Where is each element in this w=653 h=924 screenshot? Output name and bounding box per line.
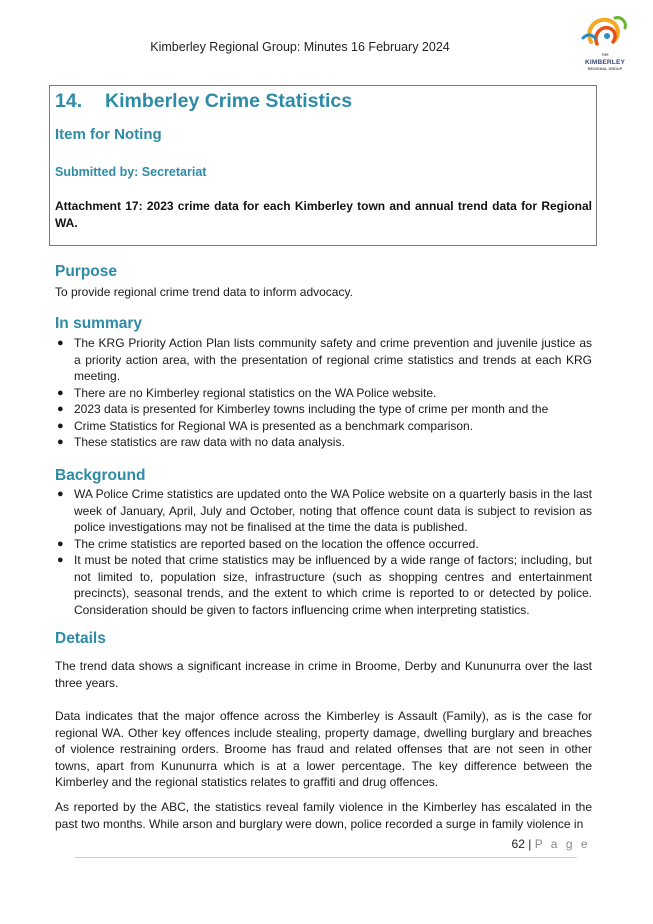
details-paragraph-1: The trend data shows a significant increase in crime in Broome, Derby and Kununurra over the last three years.: [55, 659, 592, 690]
details-paragraph-2: Data indicates that the major offence across the Kimberley is Assault (Family), as is the case for regional WA. Other key offences include stealing, property damage, dwelling burglary and breaches of violence restraining orders. Broome has fraud and related offenses that are not seen in other towns, apart from Kununurra which is at a lower percentage. The key difference between the Kimberley and the regional statistics relates to graffiti and drug offences.: [55, 709, 592, 789]
submitted-by: Submitted by: Secretariat: [55, 165, 207, 179]
background-heading: Background: [55, 467, 146, 484]
bullet-icon: ●: [57, 419, 64, 432]
item-title: Kimberley Crime Statistics: [105, 90, 353, 112]
logo-wordmark: THE KIMBERLEY REGIONAL GROUP: [584, 53, 626, 71]
purpose-heading: Purpose: [55, 263, 118, 280]
bullet-icon: ●: [57, 537, 64, 550]
bullet-icon: ●: [57, 403, 64, 415]
page-header: Kimberley Regional Group: Minutes 16 February 2024: [150, 40, 450, 54]
item-number: 14.: [55, 90, 83, 112]
kimberley-logo-mark-icon: [577, 12, 633, 52]
page-number: 62: [511, 837, 525, 851]
list-item: ● There are no Kimberley regional statistics on the WA Police website.: [57, 385, 437, 400]
bullet-icon: ●: [57, 337, 64, 349]
list-item: ● WA Police Crime statistics are updated onto the WA Police website on a quarterly basis in the last week of January, April, July and October, noting that offence count data is subject to revision as police investigations may not be finalised at the time the data is published.: [57, 487, 592, 534]
list-item: ● These statistics are raw data with no data analysis.: [57, 435, 345, 449]
list-item: ● 2023 data is presented for Kimberley towns including the type of crime per month and the: [57, 402, 549, 416]
bullet-icon: ●: [57, 554, 64, 566]
attachment-line: Attachment 17: 2023 crime data for each Kimberley town and annual trend data for Regional WA.: [55, 199, 592, 230]
list-item: ● The KRG Priority Action Plan lists community safety and crime prevention and juvenile justice as a priority action area, with the presentation of regional crime statistics and trends at each KRG meeting.: [57, 336, 592, 383]
item-for-noting: Item for Noting: [55, 126, 162, 143]
kimberley-logo: [577, 12, 633, 70]
page-label: P a g e: [534, 837, 590, 851]
list-item: ● The crime statistics are reported based on the location the offence occurred.: [57, 536, 479, 551]
background-list: [55, 486, 592, 618]
footer-divider: [75, 857, 577, 858]
details-paragraph-3: As reported by the ABC, the statistics reveal family violence in the Kimberley has escalated in the past two months. While arson and burglary were down, police recorded a surge in family violence in: [55, 800, 592, 831]
bullet-icon: ●: [57, 488, 64, 500]
footer-separator: |: [528, 837, 532, 851]
list-item: ● Crime Statistics for Regional WA is presented as a benchmark comparison.: [57, 418, 474, 433]
summary-heading: In summary: [55, 315, 143, 332]
summary-list: [55, 335, 592, 451]
page-footer: [400, 837, 590, 851]
item-heading: [55, 90, 352, 113]
bullet-icon: ●: [57, 386, 64, 399]
purpose-text: To provide regional crime trend data to inform advocacy.: [55, 285, 353, 299]
list-item: ● It must be noted that crime statistics may be influenced by a wide range of factors; including, but not limited to, population size, infrastructure (such as shopping centres and entertainment precincts), seasonal trends, and the extent to which crime is reported to or detected by police. Consideration should be given to factors influencing crime when interpreting statistics.: [57, 553, 592, 617]
item-box: [49, 85, 597, 246]
bullet-icon: ●: [57, 436, 64, 448]
details-heading: Details: [55, 630, 106, 647]
